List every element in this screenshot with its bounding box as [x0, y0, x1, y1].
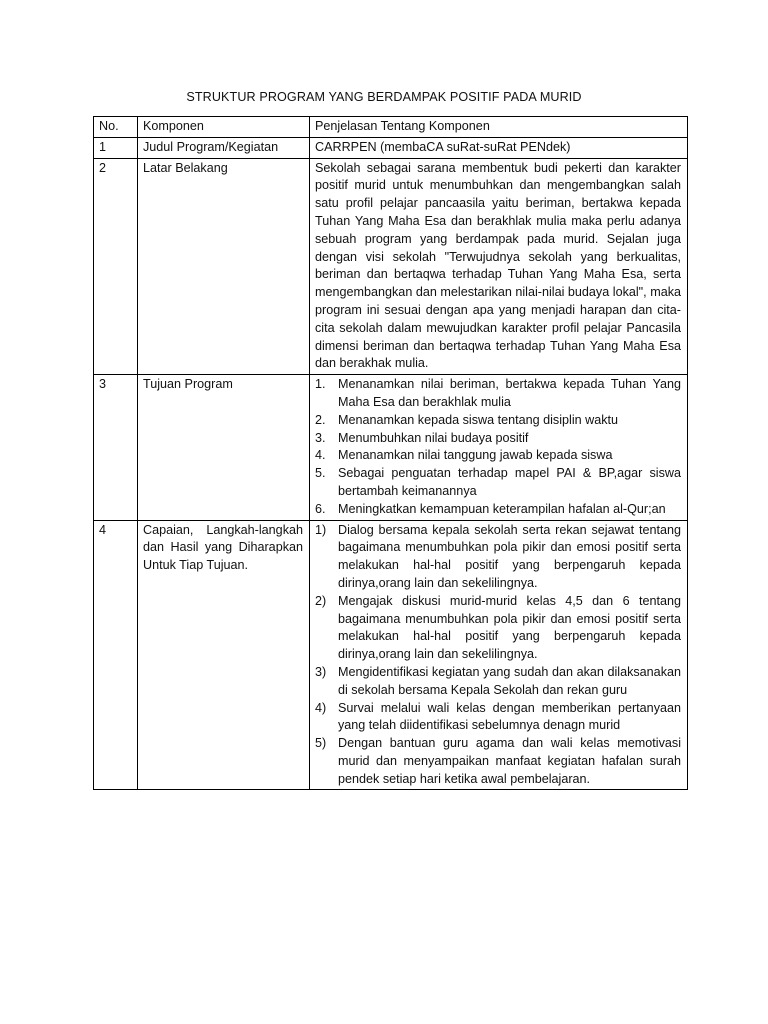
row-komponen: Judul Program/Kegiatan — [138, 137, 310, 158]
list-text: Menumbuhkan nilai budaya positif — [338, 430, 529, 445]
list-item — [315, 376, 681, 412]
table-row — [94, 158, 688, 375]
list-item — [315, 664, 681, 700]
list-item — [315, 465, 681, 501]
row-penjelasan — [310, 520, 688, 790]
row-penjelasan: Sekolah sebagai sarana membentuk budi pekerti dan karakter positif murid untuk menumbuhkan dan mengembangkan salah satu profil pelajar pancaasila yaitu beriman, bertakwa kepada Tuhan Yang Maha Esa dan berakhlak mulia maka perlu adanya sebuah program yang berdampak pada murid. Sejalan juga dengan visi sekolah "Terwujudnya sekolah yang berkualitas, beriman dan bertaqwa terhadap Tuhan Yang Maha Esa, serta mengembangkan dan melestarikan nilai-nilai budaya lokal", maka program ini sesuai dengan apa yang menjadi harapan dan cita-cita sekolah dalam mewujudkan karakter profil pelajar Pancasila dimensi beriman dan bertaqwa terhadap Tuhan Yang Maha Esa dan berakhak mulia. — [310, 158, 688, 375]
list-text: Menanamkan nilai tanggung jawab kepada siswa — [338, 448, 613, 463]
list-text: Dengan bantuan guru agama dan wali kelas memotivasi murid dan menyampaikan manfaat kegiatan hafalan surah pendek setiap hari ketika awal pembelajaran. — [338, 736, 681, 786]
list-text: Survai melalui wali kelas dengan memberikan pertanyaan yang telah diidentifikasi sebelumnya denagn murid — [338, 700, 681, 733]
list-number: 5. — [315, 466, 326, 481]
list-item — [315, 430, 681, 448]
header-no: No. — [94, 117, 138, 138]
row-komponen: Latar Belakang — [138, 158, 310, 375]
table-row — [94, 520, 688, 790]
capaian-list — [315, 522, 681, 789]
list-number: 6. — [315, 501, 326, 516]
list-text: Menanamkan kepada siswa tentang disiplin waktu — [338, 412, 619, 427]
list-item — [315, 522, 681, 593]
list-number: 4. — [315, 448, 326, 463]
table-header-row — [94, 117, 688, 138]
row-number: 3 — [94, 375, 138, 520]
list-number: 4) — [315, 700, 327, 715]
list-number: 2. — [315, 412, 326, 427]
list-number: 1) — [315, 522, 327, 537]
list-item — [315, 501, 681, 519]
list-item — [315, 447, 681, 465]
list-item — [315, 412, 681, 430]
list-text: Sebagai penguatan terhadap mapel PAI & BP,agar siswa bertambah keimanannya — [338, 466, 681, 498]
header-komponen: Komponen — [138, 117, 310, 138]
list-item — [315, 593, 681, 664]
list-number: 2) — [315, 593, 327, 608]
table-row — [94, 137, 688, 158]
list-text: Dialog bersama kepala sekolah serta rekan sejawat tentang bagaimana menumbuhkan pola pikir dan emosi positif serta melakukan hal-hal positif yang berpengaruh kepada dirinya,orang lain dan sekelilingnya. — [338, 522, 681, 590]
list-number: 3) — [315, 664, 327, 679]
program-structure-table — [93, 116, 688, 790]
list-number: 1. — [315, 377, 326, 392]
row-number: 2 — [94, 158, 138, 375]
table-row — [94, 375, 688, 520]
header-penjelasan: Penjelasan Tentang Komponen — [310, 117, 688, 138]
list-number: 3. — [315, 430, 326, 445]
row-number: 4 — [94, 520, 138, 790]
list-item — [315, 735, 681, 788]
row-komponen: Tujuan Program — [138, 375, 310, 520]
row-penjelasan: CARRPEN (membaCA suRat-suRat PENdek) — [310, 137, 688, 158]
list-number: 5) — [315, 736, 327, 751]
row-komponen: Capaian, Langkah-langkah dan Hasil yang Diharapkan Untuk Tiap Tujuan. — [138, 520, 310, 790]
row-penjelasan — [310, 375, 688, 520]
list-text: Meningkatkan kemampuan keterampilan hafalan al-Qur;an — [338, 501, 666, 516]
list-text: Menanamkan nilai beriman, bertakwa kepada Tuhan Yang Maha Esa dan berakhlak mulia — [338, 377, 681, 409]
tujuan-list — [315, 376, 681, 518]
list-item — [315, 700, 681, 736]
list-text: Mengajak diskusi murid-murid kelas 4,5 dan 6 tentang bagaimana menumbuhkan pola pikir dan emosi positif serta melakukan hal-hal positif yang berpengaruh kepada dirinya,orang lain dan sekelilingnya. — [338, 593, 681, 662]
document-title: STRUKTUR PROGRAM YANG BERDAMPAK POSITIF PADA MURID — [186, 90, 582, 104]
list-text: Mengidentifikasi kegiatan yang sudah dan akan dilaksanakan di sekolah bersama Kepala Sekolah dan rekan guru — [338, 664, 681, 697]
row-number: 1 — [94, 137, 138, 158]
